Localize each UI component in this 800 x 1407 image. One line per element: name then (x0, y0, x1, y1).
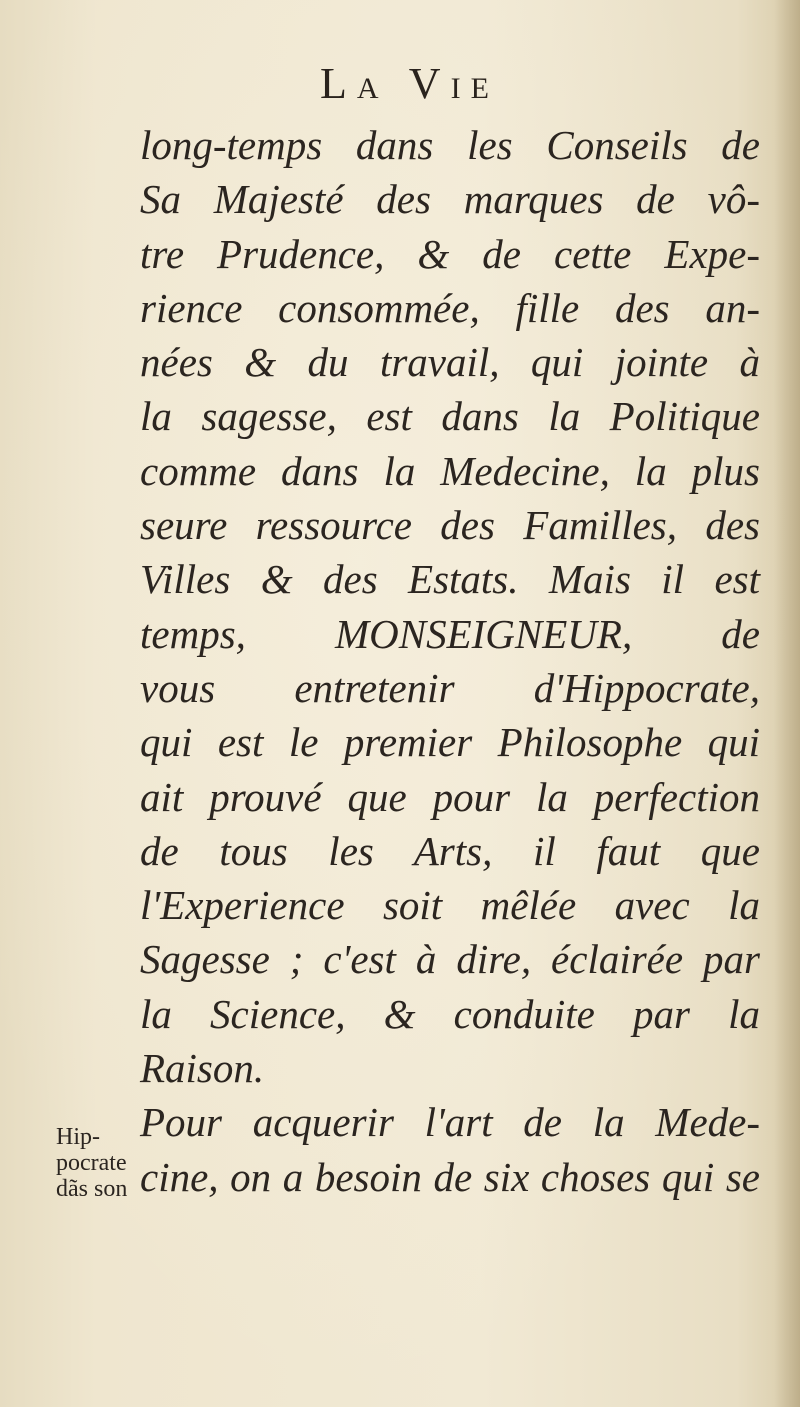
running-head-letter: E (470, 72, 499, 105)
body-text (140, 118, 760, 1204)
text-line: cine, on a besoin de six choses qui se (140, 1153, 760, 1200)
text-line: temps, MONSEIGNEUR, de (140, 610, 760, 657)
text-line: l'Experience soit mêlée avec la (140, 882, 760, 929)
running-head-letter: L (320, 59, 357, 108)
text-line: Raison. (140, 1045, 265, 1092)
text-line: Villes & des Estats. Mais il est (140, 556, 760, 603)
running-head-letter: V (408, 59, 451, 108)
text-line: long-temps dans les Conseils de (140, 122, 760, 168)
margin-note-line: Hip- (56, 1124, 100, 1150)
text-line: vous entretenir d'Hippocrate, (140, 664, 760, 711)
text-line: nées & du travail, qui jointe à (140, 339, 760, 386)
text-line: Sagesse ; c'est à dire, éclairée par (140, 936, 760, 983)
page-edge-shadow (774, 0, 800, 1407)
running-head-letter: A (356, 72, 389, 105)
margin-note-line: dãs son (56, 1176, 128, 1202)
running-head-letter: I (450, 72, 471, 105)
text-line: la sagesse, est dans la Politique (140, 393, 760, 440)
margin-note (56, 1124, 136, 1202)
text-line: qui est le premier Philosophe qui (140, 719, 760, 766)
text-line: de tous les Arts, il faut que (140, 827, 760, 874)
text-line: rience consommée, fille des an- (140, 284, 760, 331)
margin-note-line: pocrate (56, 1150, 127, 1176)
text-line: comme dans la Medecine, la plus (140, 447, 760, 494)
text-line: Sa Majesté des marques de vô- (140, 176, 760, 223)
text-line: Pour acquerir l'art de la Mede- (140, 1099, 760, 1146)
text-line: la Science, & conduite par la (140, 990, 760, 1037)
text-line: seure ressource des Familles, des (140, 502, 760, 549)
running-head (320, 58, 580, 109)
text-line: ait prouvé que pour la perfection (140, 773, 760, 820)
text-line: tre Prudence, & de cette Expe- (140, 230, 760, 277)
